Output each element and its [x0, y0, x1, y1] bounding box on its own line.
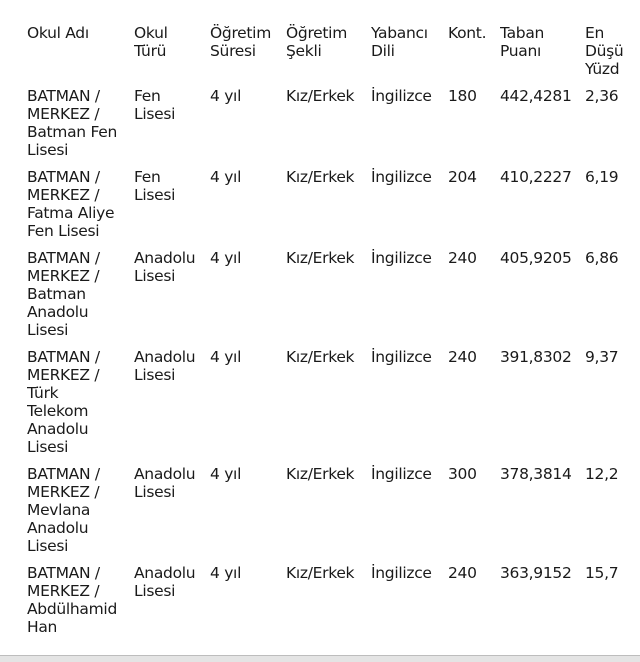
cell-quota: 240	[448, 348, 477, 366]
cell-school-name: BATMAN / MERKEZ / Türk Telekom Anadolu Lisesi	[27, 348, 100, 456]
cell-base-score: 442,4281	[500, 87, 572, 105]
cell-duration: 4 yıl	[210, 465, 242, 483]
cell-school-name: BATMAN / MERKEZ / Batman Fen Lisesi	[27, 87, 117, 159]
cell-school-name: BATMAN / MERKEZ / Mevlana Anadolu Lisesi	[27, 465, 100, 555]
header-school-type: Okul Türü	[134, 24, 168, 60]
cell-quota: 204	[448, 168, 477, 186]
cell-min-percentile: 6,86	[585, 249, 619, 267]
cell-education-type: Kız/Erkek	[286, 249, 355, 267]
cell-school-type: Fen Lisesi	[134, 87, 176, 123]
cell-duration: 4 yıl	[210, 168, 242, 186]
cell-quota: 300	[448, 465, 477, 483]
table-row	[27, 465, 640, 564]
cell-education-type: Kız/Erkek	[286, 87, 355, 105]
header-duration: Öğretim Süresi	[210, 24, 271, 60]
cell-school-type: Anadolu Lisesi	[134, 564, 196, 600]
cell-duration: 4 yıl	[210, 249, 242, 267]
cell-education-type: Kız/Erkek	[286, 168, 355, 186]
cell-min-percentile: 6,19	[585, 168, 619, 186]
table-row	[27, 168, 640, 249]
cell-school-name: BATMAN / MERKEZ / Batman Anadolu Lisesi	[27, 249, 100, 339]
cell-language: İngilizce	[371, 348, 432, 366]
cell-duration: 4 yıl	[210, 87, 242, 105]
cell-base-score: 410,2227	[500, 168, 572, 186]
cell-min-percentile: 12,2	[585, 465, 619, 483]
cell-min-percentile: 9,37	[585, 348, 619, 366]
header-quota: Kont.	[448, 24, 487, 42]
header-min-percentile: En Düşü Yüzd	[585, 24, 624, 78]
cell-duration: 4 yıl	[210, 564, 242, 582]
cell-base-score: 391,8302	[500, 348, 572, 366]
cell-education-type: Kız/Erkek	[286, 348, 355, 366]
table-row	[27, 87, 640, 168]
cell-school-name: BATMAN / MERKEZ / Abdülhamid Han	[27, 564, 117, 636]
cell-language: İngilizce	[371, 564, 432, 582]
cell-school-type: Anadolu Lisesi	[134, 348, 196, 384]
cell-language: İngilizce	[371, 87, 432, 105]
cell-duration: 4 yıl	[210, 348, 242, 366]
cell-base-score: 363,9152	[500, 564, 572, 582]
cell-min-percentile: 15,7	[585, 564, 619, 582]
table-row	[27, 348, 640, 465]
header-school-name: Okul Adı	[27, 24, 89, 42]
table-row	[27, 249, 640, 348]
cell-school-type: Anadolu Lisesi	[134, 465, 196, 501]
cell-base-score: 378,3814	[500, 465, 572, 483]
header-language: Yabancı Dili	[371, 24, 428, 60]
cell-education-type: Kız/Erkek	[286, 564, 355, 582]
cell-language: İngilizce	[371, 465, 432, 483]
cell-language: İngilizce	[371, 168, 432, 186]
header-base-score: Taban Puanı	[500, 24, 545, 60]
cell-language: İngilizce	[371, 249, 432, 267]
cell-quota: 180	[448, 87, 477, 105]
cell-base-score: 405,9205	[500, 249, 572, 267]
cell-education-type: Kız/Erkek	[286, 465, 355, 483]
cell-school-type: Anadolu Lisesi	[134, 249, 196, 285]
cell-min-percentile: 2,36	[585, 87, 619, 105]
cell-school-name: BATMAN / MERKEZ / Fatma Aliye Fen Lisesi	[27, 168, 115, 240]
cell-quota: 240	[448, 564, 477, 582]
cell-quota: 240	[448, 249, 477, 267]
header-education-type: Öğretim Şekli	[286, 24, 347, 60]
school-table	[27, 24, 640, 645]
cell-school-type: Fen Lisesi	[134, 168, 176, 204]
table-row	[27, 564, 640, 645]
table-header	[27, 24, 640, 87]
